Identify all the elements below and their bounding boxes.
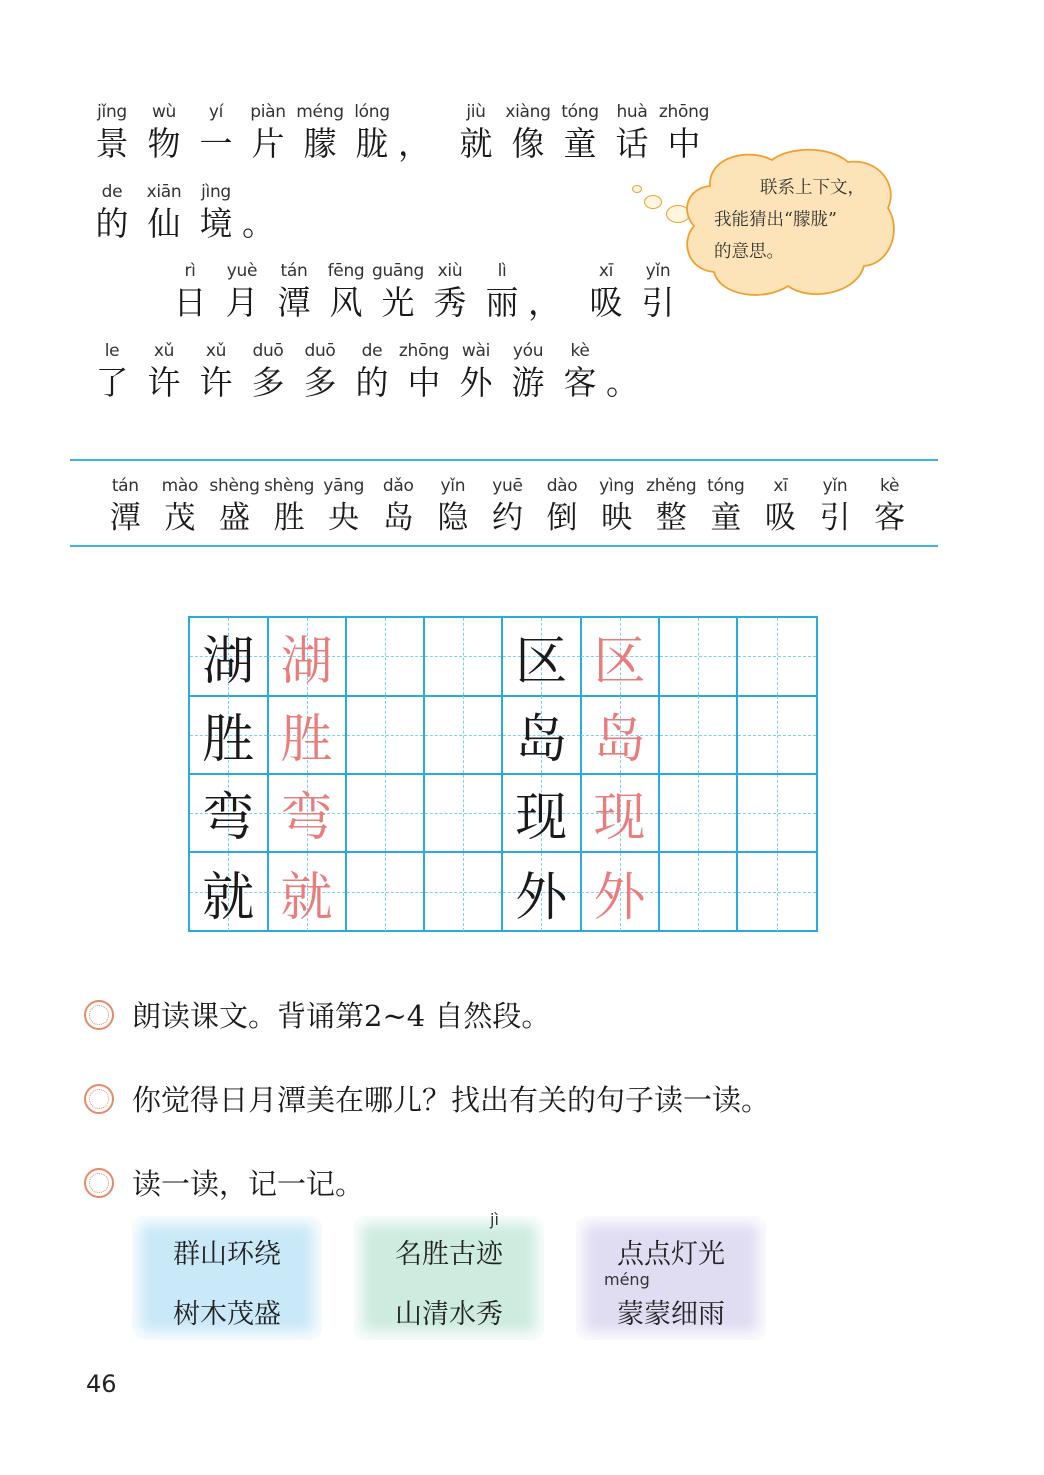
question-text: 你觉得日月潭美在哪儿？找出有关的句子读一读。 [132,1083,771,1117]
ruby-char [242,100,294,164]
pinyin: xǔ [153,341,175,361]
pinyin: kè [880,476,900,496]
grid-cell [268,775,347,854]
question-text: 朗读课文。背诵第2~4 自然段。 [132,999,551,1033]
hanzi: 许 [199,363,233,402]
ruby-char [86,100,138,164]
pinyin: tán [111,476,139,496]
pinyin: lì [497,261,507,281]
hanzi: 潭 [109,500,141,536]
phrase: 蒙蒙细雨 [617,1299,725,1330]
pinyin: huà [616,102,648,122]
model-char: 外 [515,867,568,928]
hanzi: 中 [667,124,701,163]
ruby-char [699,474,754,538]
grid-cell [190,696,269,775]
hanzi: 光 [381,283,415,322]
pinyin: yǐn [645,261,671,281]
model-char: 湖 [202,631,255,692]
grid-cell [503,775,582,854]
writing-grid [188,616,818,932]
pinyin: jiù [466,102,486,122]
pinyin: xī [598,261,614,281]
grid-cell [425,775,504,854]
ruby-char [138,339,190,403]
model-char: 就 [202,867,255,928]
pinyin: tán [280,261,308,281]
pinyin: yǐn [822,476,848,496]
grid-cell [738,696,817,775]
trace-char: 胜 [280,710,333,770]
page-number: 46 [86,1370,117,1398]
pinyin: shèng [264,476,315,496]
hanzi: 仙 [147,204,181,243]
ruby-char [753,474,808,538]
phrase-card-3 [576,1216,766,1340]
hanzi: ， [398,124,431,163]
hanzi: ， [528,283,561,322]
thought-dot-medium [644,195,662,209]
model-char: 现 [515,788,568,849]
grid-cell [581,775,660,854]
phrase: 点点灯光 [617,1239,725,1270]
pinyin: yuē [492,476,523,496]
ruby-char [632,259,684,323]
hanzi: 客 [874,500,906,536]
ruby-char [450,100,502,164]
hanzi: 央 [328,500,360,536]
hanzi: 的 [355,363,389,402]
hanzi: 。 [242,204,275,243]
ruby-char [190,339,242,403]
pinyin: xī [773,476,788,496]
pinyin: jìng [201,182,231,202]
pinyin: méng [296,102,344,122]
pinyin: guāng [371,261,425,281]
grid-cell [425,853,504,932]
ruby-char [502,100,554,164]
hanzi: 物 [147,124,181,163]
pinyin: xǔ [205,341,227,361]
question-3 [84,1162,364,1203]
punctuation [606,339,658,403]
model-char: 区 [515,631,568,692]
pinyin: le [104,341,120,361]
hanzi: 丽 [485,283,519,322]
pinyin: mào [161,476,199,496]
ruby-char [153,474,208,538]
question-1 [84,994,550,1035]
hanzi: 风 [329,283,363,322]
grid-cell [190,618,269,697]
pinyin: jǐng [97,102,127,122]
pinyin: duō [252,341,284,361]
thought-dot-small [632,185,642,193]
pinyin: de [361,341,383,361]
ruby-char [554,100,606,164]
grid-cell [503,618,582,697]
hanzi: 多 [251,363,285,402]
ruby-char [450,339,502,403]
grid-cell [581,618,660,697]
grid-cell [190,775,269,854]
grid-cell [268,853,347,932]
trace-char: 湖 [280,631,333,692]
pinyin-note: méng [604,1270,650,1289]
ruby-char [372,259,424,323]
hanzi: 游 [511,363,545,402]
hanzi: 吸 [764,500,796,536]
vocab-bottom-rule [70,545,938,547]
pinyin: zhěng [646,476,697,496]
grid-cell [347,618,426,697]
ruby-char [644,474,699,538]
ruby-char [476,259,528,323]
ruby-char [424,259,476,323]
ruby-char [371,474,426,538]
seal-icon [84,1000,114,1030]
ruby-char [138,100,190,164]
phrase: 名胜古迹 [395,1239,503,1270]
hanzi: 潭 [277,283,311,322]
grid-cell [347,775,426,854]
grid-cell [268,696,347,775]
hanzi: 多 [303,363,337,402]
vocab-top-rule [70,459,938,461]
grid-cell [347,696,426,775]
pinyin: yìng [599,476,635,496]
bubble-text [714,172,894,268]
hanzi: 胧 [355,124,389,163]
hanzi: 童 [710,500,742,536]
hanzi: 客 [563,363,597,402]
hanzi: 隐 [437,500,469,536]
hanzi: 。 [606,363,639,402]
pinyin: yí [208,102,224,122]
hanzi: 就 [459,124,493,163]
hanzi: 茂 [164,500,196,536]
vocab-list [98,474,917,538]
grid-cell [581,696,660,775]
grid-cell [738,618,817,697]
hanzi: 秀 [433,283,467,322]
ruby-char [535,474,590,538]
hanzi: 片 [251,124,285,163]
ruby-char [294,100,346,164]
ruby-char [502,339,554,403]
ruby-char [164,259,216,323]
pinyin: rì [184,261,196,281]
trace-char: 外 [593,867,646,928]
ruby-char [268,259,320,323]
hanzi: 映 [601,500,633,536]
pinyin: yǐn [440,476,466,496]
bubble-line-2: 我能猜出“朦胧” [714,210,837,230]
hanzi: 月 [225,283,259,322]
grid-cell [660,618,739,697]
grid-cell [738,853,817,932]
ruby-char [606,100,658,164]
hanzi: 外 [459,363,493,402]
hanzi: 盛 [218,500,250,536]
question-text: 读一读，记一记。 [132,1167,365,1201]
ruby-char [216,259,268,323]
model-char: 岛 [515,710,568,770]
model-char: 胜 [202,710,255,770]
hanzi: 岛 [382,500,414,536]
pinyin: kè [570,341,590,361]
pinyin: lóng [354,102,390,122]
punctuation [242,180,294,244]
phrase-card-1 [132,1216,322,1340]
grid-cell [425,696,504,775]
seal-icon [84,1084,114,1114]
ruby-char [86,180,138,244]
grid-cell [660,853,739,932]
grid-cell [425,618,504,697]
pinyin: yóu [512,341,544,361]
ruby-char [98,474,153,538]
grid-cell [738,775,817,854]
hanzi: 约 [491,500,523,536]
text-line-3 [164,259,684,323]
grid-cell [660,696,739,775]
hanzi: 中 [407,363,441,402]
seal-icon [84,1168,114,1198]
trace-char: 弯 [280,788,333,849]
hanzi: 日 [173,283,207,322]
hanzi: 吸 [589,283,623,322]
ruby-char [580,259,632,323]
hanzi: 引 [641,283,675,322]
ruby-char [808,474,863,538]
ruby-char [480,474,535,538]
hanzi: 像 [511,124,545,163]
ruby-char [316,474,371,538]
phrase: 树木茂盛 [173,1299,281,1330]
grid-cell [268,618,347,697]
hanzi: 的 [95,204,129,243]
hanzi: 话 [615,124,649,163]
hanzi: 许 [147,363,181,402]
bubble-line-1: 联系上下文， [760,178,865,198]
grid-cell [660,775,739,854]
hanzi: 整 [655,500,687,536]
hanzi: 一 [199,124,233,163]
pinyin: yāng [323,476,365,496]
pinyin-note: jì [490,1210,499,1229]
hanzi: 倒 [546,500,578,536]
ruby-char [138,180,190,244]
grid-cell [190,853,269,932]
hanzi: 引 [819,500,851,536]
hanzi: 朦 [303,124,337,163]
trace-char: 区 [593,631,646,692]
hanzi: 胜 [273,500,305,536]
ruby-char [242,339,294,403]
hanzi: 景 [95,124,129,163]
ruby-char [346,339,398,403]
pinyin: duō [304,341,336,361]
hanzi: 境 [199,204,233,243]
trace-char: 现 [593,788,646,849]
pinyin: tóng [561,102,599,122]
ruby-char [262,474,317,538]
ruby-char [190,100,242,164]
ruby-char [86,339,138,403]
bubble-line-3: 的意思。 [714,242,784,262]
ruby-char [346,100,398,164]
trace-char: 岛 [593,710,646,770]
phrase: 群山环绕 [173,1239,281,1270]
pinyin: wù [151,102,177,122]
hanzi: 童 [563,124,597,163]
ruby-char [320,259,372,323]
ruby-char [190,180,242,244]
grid-cell [347,853,426,932]
trace-char: 就 [280,867,333,928]
pinyin: tóng [707,476,745,496]
ruby-char [207,474,262,538]
grid-cell [503,853,582,932]
pinyin: de [101,182,123,202]
pinyin: wài [461,341,491,361]
ruby-char [398,339,450,403]
pinyin: zhōng [398,341,450,361]
pinyin: piàn [250,102,286,122]
text-line-2 [86,180,294,244]
question-2 [84,1078,770,1119]
punctuation [528,259,580,323]
pinyin: dào [546,476,578,496]
pinyin: shèng [209,476,260,496]
pinyin: zhōng [658,102,710,122]
ruby-char [589,474,644,538]
pinyin: yuè [226,261,258,281]
hanzi: 了 [95,363,129,402]
pinyin: xiān [146,182,182,202]
text-line-1 [86,100,710,164]
phrase-card-2 [354,1210,544,1340]
ruby-char [426,474,481,538]
phrase: 山清水秀 [395,1299,503,1330]
ruby-char [554,339,606,403]
grid-cell [503,696,582,775]
punctuation [398,100,450,164]
grid-cell [581,853,660,932]
pinyin: xiù [437,261,463,281]
pinyin: dǎo [382,476,414,496]
model-char: 弯 [202,788,255,849]
pinyin: xiàng [505,102,551,122]
ruby-char [294,339,346,403]
text-line-4 [86,339,658,403]
ruby-char [862,474,917,538]
pinyin: fēng [327,261,365,281]
